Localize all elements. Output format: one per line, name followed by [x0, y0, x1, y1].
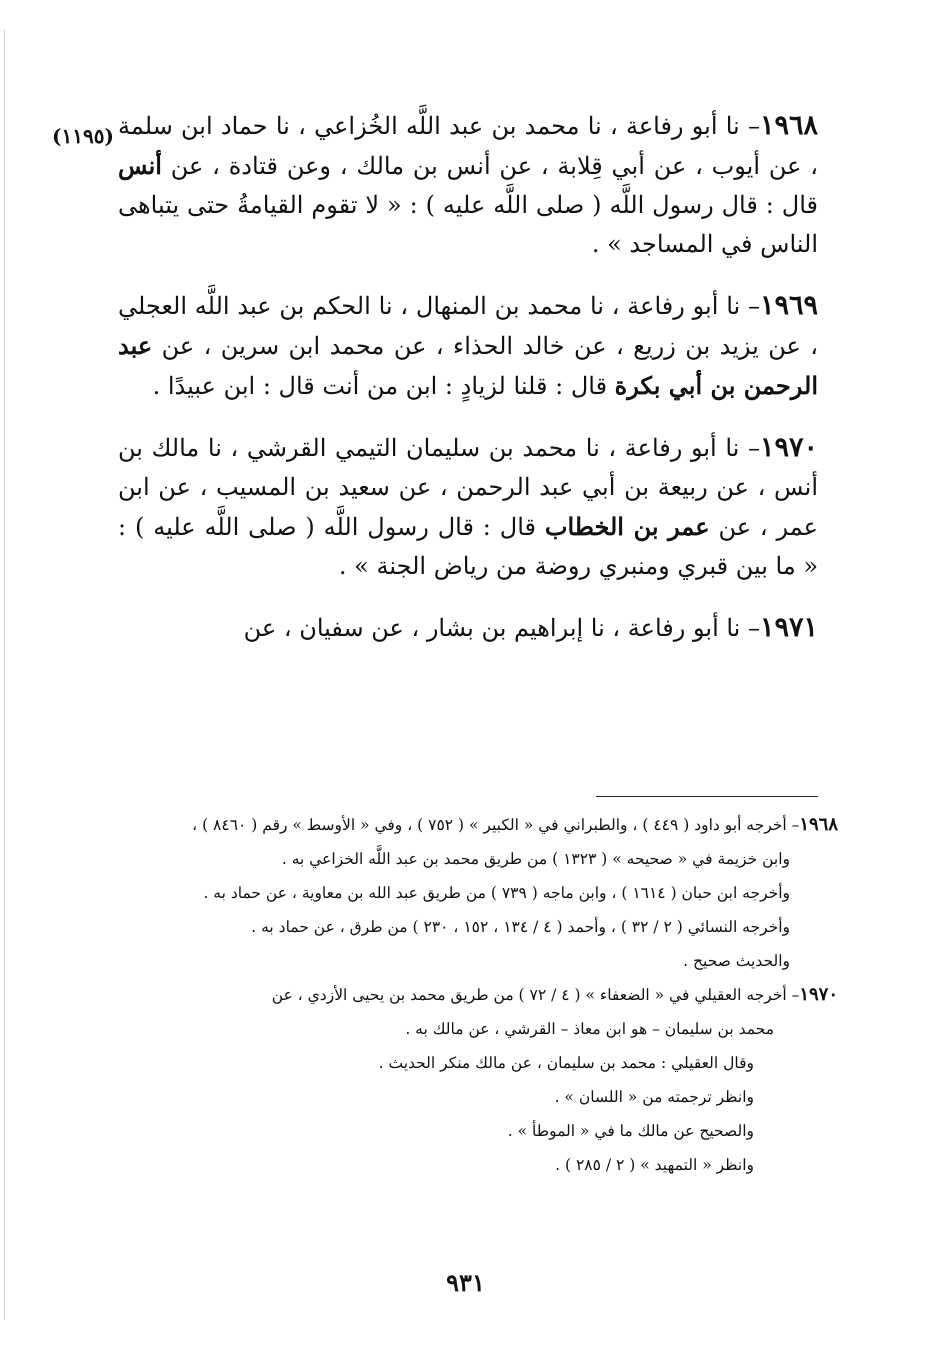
- footnote-text: وابن خزيمة في « صحيحه » ( ١٣٢٣ ) من طريق محمد بن عبد اللَّه الخزاعي به .: [281, 850, 790, 868]
- footnote-separator: [596, 796, 818, 797]
- footnote-text: – أخرجه العقيلي في « الضعفاء » ( ٤ / ٧٢ ) من طريق محمد بن يحيى الأزدي ، عن: [271, 986, 800, 1004]
- footnote-line: [112, 978, 838, 1012]
- narrator-name: أنس: [118, 151, 162, 180]
- footnote-text: والحديث صحيح .: [683, 952, 790, 970]
- hadith-text: – نا أبو رفاعة ، نا إبراهيم بن بشار ، عن سفيان ، عن: [243, 614, 760, 642]
- hadith-entry: [118, 106, 818, 264]
- hadith-text: قال : قلنا لزيادٍ : ابن من أنت قال : ابن عبيدًا .: [152, 372, 615, 400]
- hadith-text: – نا أبو رفاعة ، نا محمد بن سليمان التيمي القرشي ، نا مالك بن أنس ، عن ربيعة بن أبي عبد الرحمن ، عن سعيد بن المسيب ، عن ابن عمر ، عن: [118, 434, 818, 541]
- narrator-name: عبد الرحمن بن أبي بكرة: [118, 331, 818, 400]
- hadith-text: قال : قال رسول اللَّه ( صلى اللَّه عليه ) : « ما بين قبري ومنبري روضة من رياض الجنة » .: [118, 513, 818, 580]
- hadith-text: – نا أبو رفاعة ، نا محمد بن عبد اللَّه الخُزاعي ، نا حماد ابن سلمة ، عن أيوب ، عن أبي قِلابة ، عن أنس بن مالك ، وعن قتادة ، عن: [118, 112, 818, 180]
- hadith-number: ١٩٦٩: [759, 290, 818, 321]
- footnote-text: محمد بن سليمان – هو ابن معاذ – القرشي ، عن مالك به .: [405, 1020, 774, 1038]
- footnote-line: [112, 1012, 838, 1046]
- footnote-line: [112, 910, 838, 944]
- footnote-line: [112, 876, 838, 910]
- hadith-number: ١٩٦٨: [759, 110, 818, 141]
- footnote-line: [112, 1148, 838, 1182]
- footnote-line: [112, 1114, 838, 1148]
- footnote-line: [112, 1080, 838, 1114]
- footnote-text: وانظر « التمهيد » ( ٢ / ٢٨٥ ) .: [555, 1156, 754, 1174]
- page-number: ٩٣١: [446, 1268, 485, 1297]
- hadith-number: ١٩٧١: [759, 612, 818, 643]
- footnotes: [112, 808, 838, 1182]
- hadith-number: ١٩٧٠: [760, 432, 819, 463]
- footnote-line: [112, 842, 838, 876]
- hadith-entry: [118, 428, 818, 586]
- hadith-text: – نا أبو رفاعة ، نا محمد بن المنهال ، نا الحكم بن عبد اللَّه العجلي ، عن يزيد بن زريع ، عن خالد الحذاء ، عن محمد ابن سرين ، عن: [118, 292, 818, 360]
- footnote-number: ١٩٦٨: [799, 814, 838, 835]
- footnote-text: وانظر ترجمته من « اللسان » .: [554, 1088, 754, 1106]
- margin-reference: (١١٩٥): [52, 124, 114, 148]
- narrator-name: عمر بن الخطاب: [544, 512, 710, 541]
- hadith-entry: [118, 286, 818, 406]
- hadith-text: قال : قال رسول اللَّه ( صلى اللَّه عليه ) : « لا تقوم القيامةُ حتى يتباهى الناس في المساجد » .: [118, 191, 818, 258]
- footnote-line: [112, 808, 838, 842]
- footnote-text: – أخرجه أبو داود ( ٤٤٩ ) ، والطبراني في « الكبير » ( ٧٥٢ ) ، وفي « الأوسط » رقم ( ٨٤٦٠ ) ،: [192, 816, 800, 834]
- footnote-text: وأخرجه النسائي ( ٢ / ٣٢ ) ، وأحمد ( ٤ / ١٣٤ ، ١٥٢ ، ٢٣٠ ) من طرق ، عن حماد به .: [251, 918, 790, 936]
- footnote-text: وقال العقيلي : محمد بن سليمان ، عن مالك منكر الحديث .: [378, 1054, 754, 1072]
- footnote-text: والصحيح عن مالك ما في « الموطأ » .: [507, 1122, 754, 1140]
- main-text: [118, 106, 818, 670]
- footnote-line: [112, 944, 838, 978]
- footnote-text: وأخرجه ابن حبان ( ١٦١٤ ) ، وابن ماجه ( ٧٣٩ ) من طريق عبد الله بن معاوية ، عن حماد به .: [203, 884, 790, 902]
- footnote-number: ١٩٧٠: [799, 984, 838, 1005]
- page-edge-line: [4, 30, 5, 1320]
- footnote-line: [112, 1046, 838, 1080]
- hadith-entry: [118, 608, 818, 648]
